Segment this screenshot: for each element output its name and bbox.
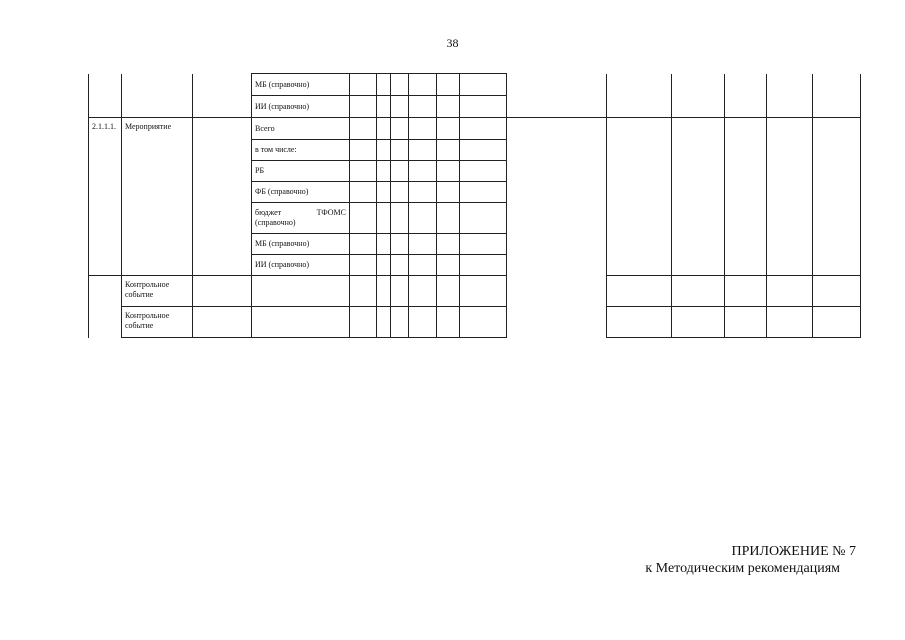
row-label: МБ (справочно)	[252, 74, 350, 96]
cell-executor	[193, 118, 252, 276]
appendix-block	[560, 543, 900, 577]
tfoms-sub: (справочно)	[255, 218, 296, 227]
cell-name	[122, 74, 193, 118]
tfoms-right: ТФОМС	[316, 208, 346, 217]
row-label: РБ	[252, 161, 350, 182]
control-event-label: Контрольное событие	[122, 307, 193, 338]
table-row	[89, 276, 861, 307]
row-label: в том числе:	[252, 140, 350, 161]
row-label: ФБ (справочно)	[252, 182, 350, 203]
control-event-label: Контрольное событие	[122, 276, 193, 307]
tfoms-left: бюджет	[255, 208, 282, 217]
measure-name: Мероприятие	[122, 118, 193, 276]
cell-blank-merged	[507, 118, 607, 338]
appendix-title: ПРИЛОЖЕНИЕ № 7	[731, 544, 856, 559]
cell-blank	[507, 74, 607, 118]
row-label-tfoms	[252, 203, 350, 234]
cell-code	[89, 276, 122, 338]
table-row	[89, 307, 861, 338]
row-label: МБ (справочно)	[252, 234, 350, 255]
row-label: ИИ (справочно)	[252, 96, 350, 118]
cell-executor	[193, 74, 252, 118]
cell-code	[89, 74, 122, 118]
measure-code: 2.1.1.1.	[89, 118, 122, 276]
row-label: Всего	[252, 118, 350, 140]
appendix-subtitle: к Методическим рекомендациям	[645, 561, 840, 576]
table-row	[89, 74, 861, 96]
page-number: 38	[446, 36, 459, 50]
table-row	[89, 118, 861, 140]
budget-table	[88, 73, 861, 338]
row-label: ИИ (справочно)	[252, 255, 350, 276]
